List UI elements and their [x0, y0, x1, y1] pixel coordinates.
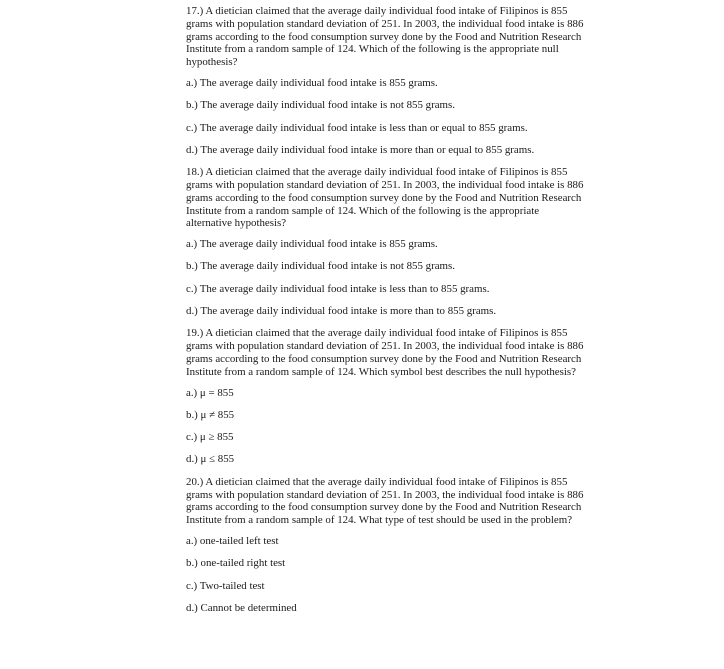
question-17 [186, 5, 586, 157]
question-18-option-b: b.) The average daily individual food intake is not 855 grams. [186, 260, 455, 273]
question-20 [186, 476, 586, 615]
question-20-option-c: c.) Two-tailed test [186, 579, 265, 592]
question-18-option-c: c.) The average daily individual food intake is less than to 855 grams. [186, 282, 490, 295]
question-19-option-b: b.) μ ≠ 855 [186, 408, 235, 421]
question-17-text: 17.) A dietician claimed that the average daily individual food intake of Filipinos is 855 grams with population standard deviation of 251. In 2003, the individual food intake is 886 grams according to the food consumption survey done by the Food and Nutrition Research Institute from a random sample of 124. Which of the following is the appropriate null hypothesis? [186, 5, 584, 69]
question-19-option-a: a.) μ = 855 [186, 386, 234, 399]
question-17-option-d: d.) The average daily individual food intake is more than or equal to 855 grams. [186, 143, 535, 156]
question-20-option-b: b.) one-tailed right test [186, 557, 286, 570]
question-20-option-d: d.) Cannot be determined [186, 601, 297, 614]
question-19-option-c: c.) μ ≥ 855 [186, 431, 234, 444]
question-17-option-b: b.) The average daily individual food intake is not 855 grams. [186, 99, 455, 112]
question-19 [186, 327, 586, 466]
question-17-option-a: a.) The average daily individual food intake is 855 grams. [186, 76, 438, 89]
question-19-text: 19.) A dietician claimed that the average daily individual food intake of Filipinos is 855 grams with population standard deviation of 251. In 2003, the individual food intake is 886 grams according to the food consumption survey done by the Food and Nutrition Research Institute from a random sample of 124. Which symbol best describes the null hypothesis? [186, 327, 584, 378]
question-19-option-d: d.) μ ≤ 855 [186, 453, 235, 466]
question-18-option-a: a.) The average daily individual food intake is 855 grams. [186, 238, 438, 251]
question-20-option-a: a.) one-tailed left test [186, 534, 279, 547]
question-18-option-d: d.) The average daily individual food intake is more than to 855 grams. [186, 305, 497, 318]
question-18 [186, 166, 586, 318]
question-17-option-c: c.) The average daily individual food intake is less than or equal to 855 grams. [186, 121, 528, 134]
question-20-text: 20.) A dietician claimed that the average daily individual food intake of Filipinos is 855 grams with population standard deviation of 251. In 2003, the individual food intake is 886 grams according to the food consumption survey done by the Food and Nutrition Research Institute from a random sample of 124. What type of test should be used in the problem? [186, 475, 584, 527]
question-18-text: 18.) A dietician claimed that the average daily individual food intake of Filipinos is 855 grams with population standard deviation of 251. In 2003, the individual food intake is 886 grams according to the food consumption survey done by the Food and Nutrition Research Institute from a random sample of 124. Which of the following is the appropriate alternative hypothesis? [186, 166, 584, 230]
document-page [186, 5, 586, 624]
